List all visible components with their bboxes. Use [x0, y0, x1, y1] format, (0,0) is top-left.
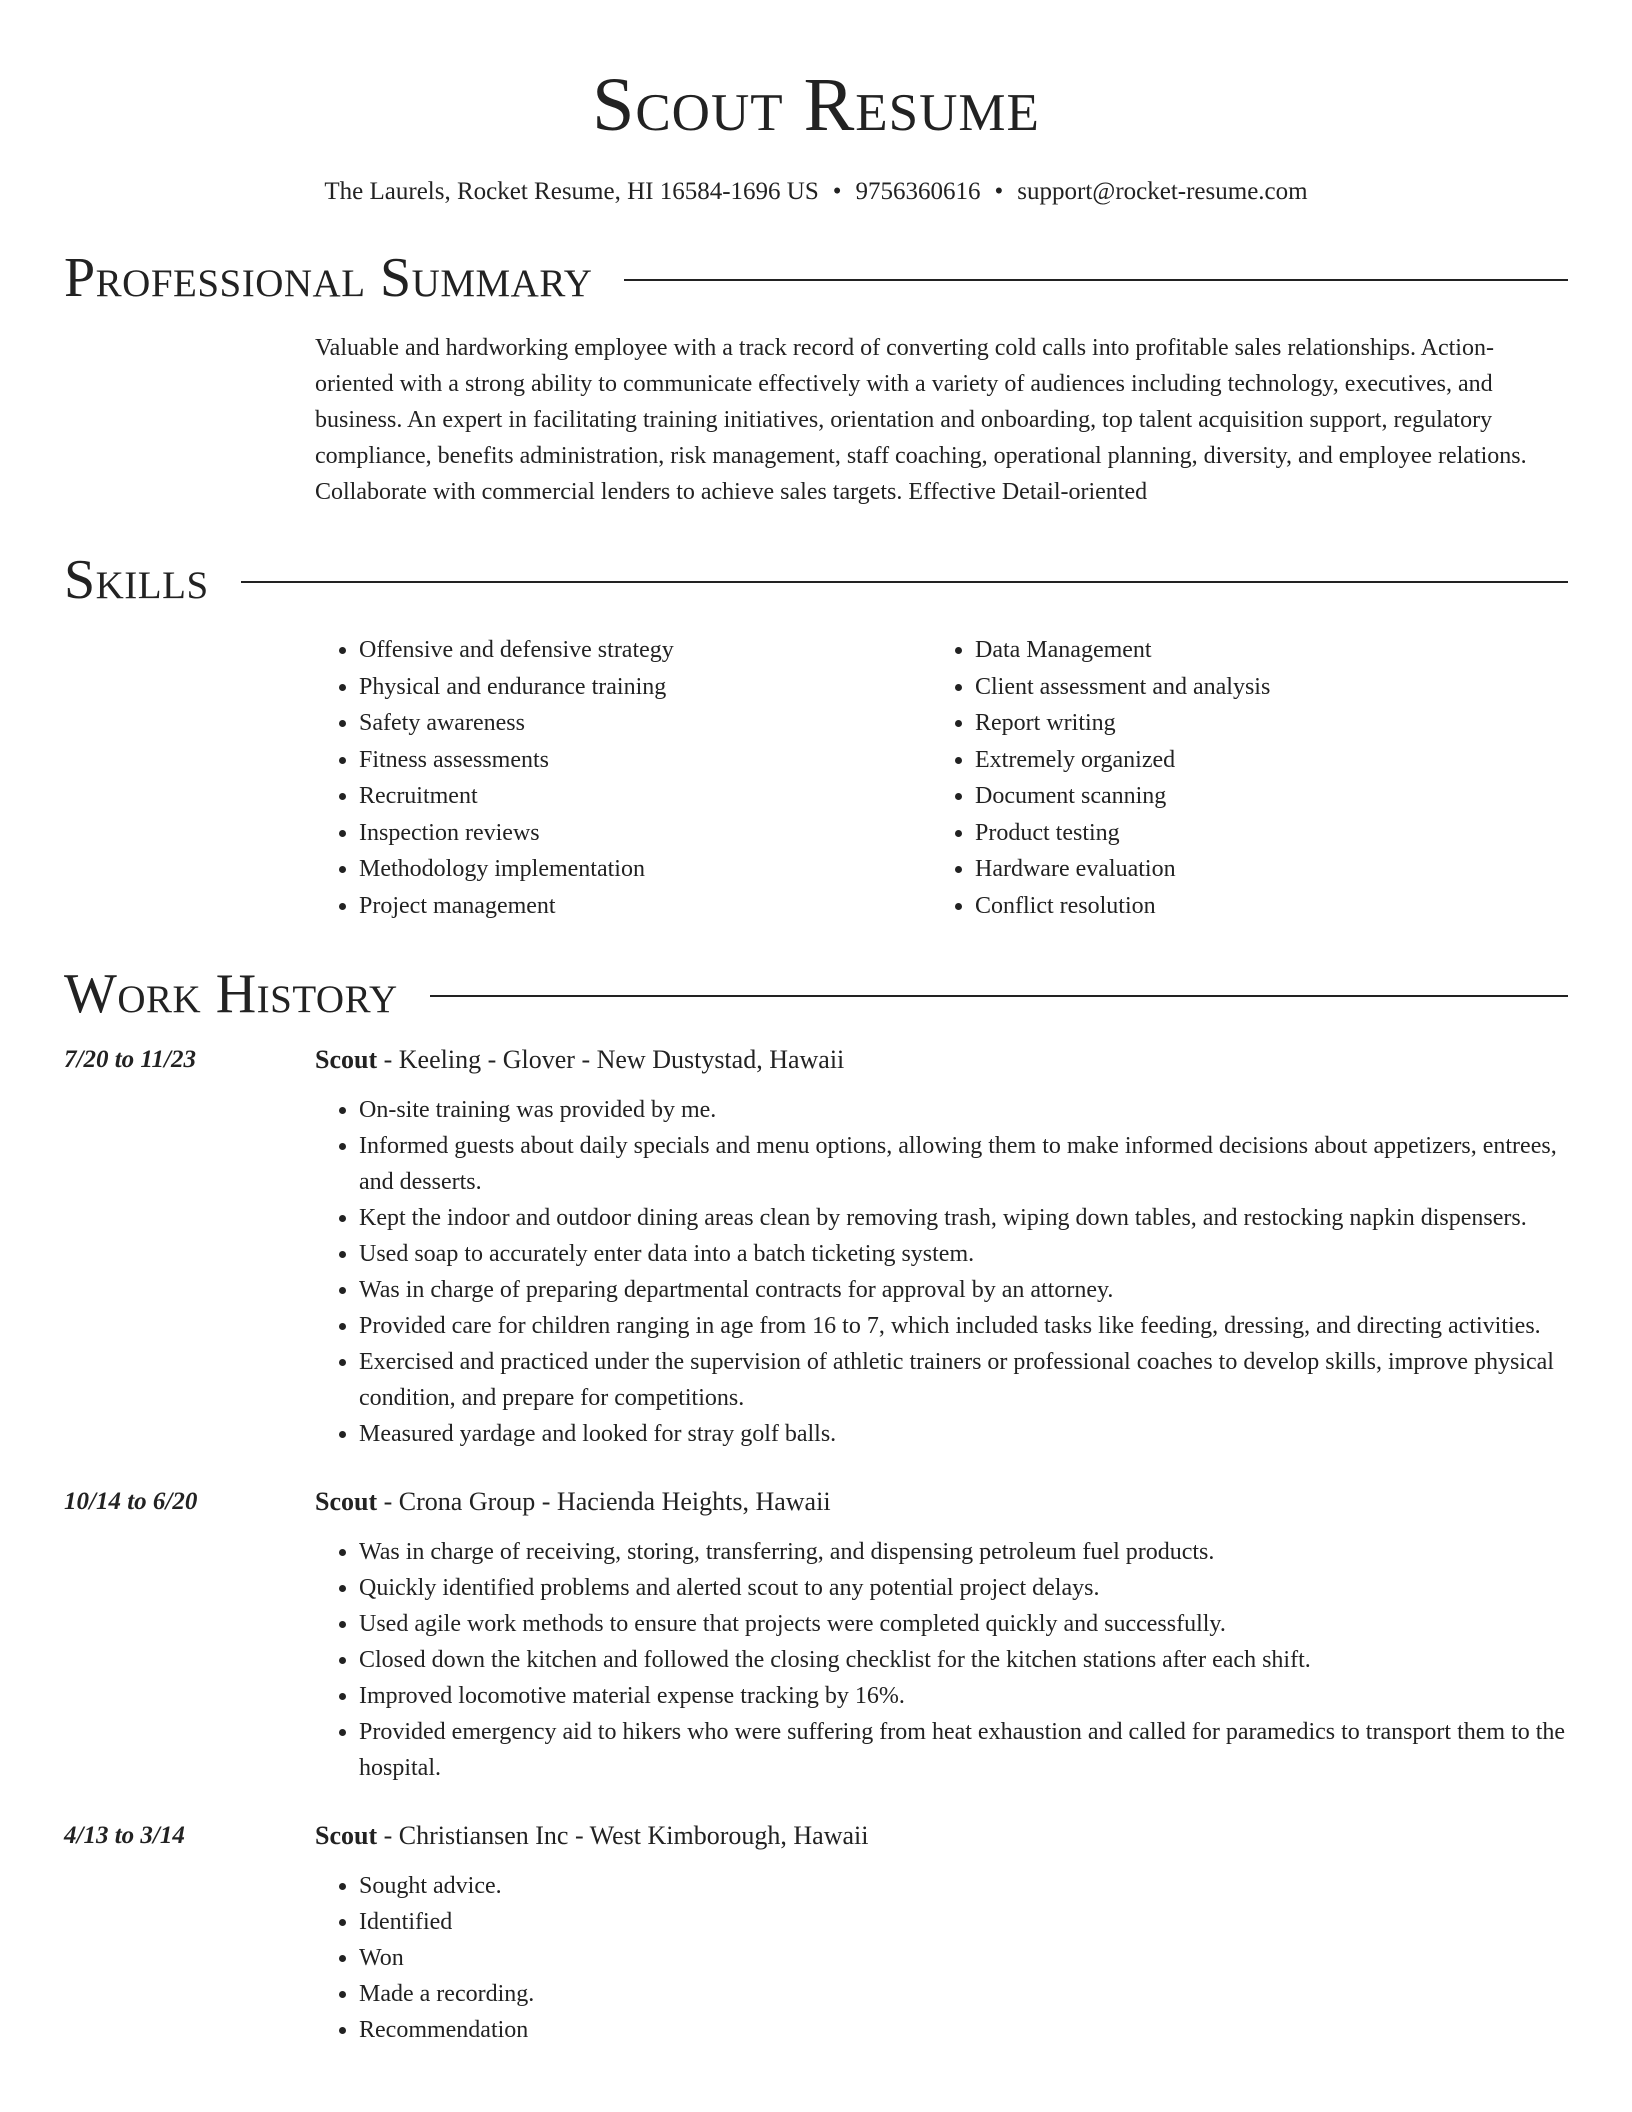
job-employer: - Crona Group - Hacienda Heights, Hawaii — [377, 1487, 831, 1516]
skills-section-header — [64, 548, 1568, 612]
job-bullets — [315, 1092, 1568, 1452]
job-entry — [64, 1042, 1568, 1452]
job-entry — [64, 1818, 1568, 2048]
job-bullet: • Improved locomotive material expense tracking by 16%. — [359, 1678, 1568, 1714]
section-divider — [624, 279, 1568, 281]
job-title — [315, 1818, 1568, 1854]
contact-line — [64, 176, 1568, 208]
skill-item: • Product testing — [975, 815, 1547, 852]
candidate-name: Scout Resume — [592, 63, 1040, 147]
summary-text: Valuable and hardworking employee with a track record of converting cold calls into profitable sales relationships. Action-oriented with a strong ability to communicate effectively with a variety of audiences including technology, executives, and business. An expert in facilitating training initiatives, orientation and onboarding, top talent acquisition support, regulatory compliance, benefits administration, risk management, staff coaching, operational planning, diversity, and employee relations. Collaborate with commercial lenders to achieve sales targets. Effective Detail-oriented — [315, 335, 1527, 505]
skill-item: • Client assessment and analysis — [975, 669, 1547, 706]
job-bullet: • Measured yardage and looked for stray golf balls. — [359, 1416, 1568, 1452]
contact-separator: • — [994, 178, 1004, 205]
job-bullet: • Won — [359, 1940, 1568, 1976]
job-bullet: • Closed down the kitchen and followed the closing checklist for the kitchen stations after each shift. — [359, 1642, 1568, 1678]
skill-item: • Recruitment — [359, 778, 931, 815]
job-bullet: • Was in charge of receiving, storing, transferring, and dispensing petroleum fuel products. — [359, 1534, 1568, 1570]
job-bullet: • On-site training was provided by me. — [359, 1092, 1568, 1128]
skill-item: • Report writing — [975, 705, 1547, 742]
contact-separator: • — [832, 178, 842, 205]
job-title — [315, 1484, 1568, 1520]
skill-item: • Data Management — [975, 632, 1547, 669]
section-divider — [430, 995, 1568, 997]
section-divider — [241, 581, 1568, 583]
contact-phone: 9756360616 — [855, 178, 981, 205]
work-heading: Work History — [64, 963, 398, 1025]
job-bullet: • Made a recording. — [359, 1976, 1568, 2012]
skill-item: • Offensive and defensive strategy — [359, 632, 931, 669]
job-bullet: • Exercised and practiced under the supervision of athletic trainers or professional coaches to develop skills, improve physical condition, and prepare for competitions. — [359, 1344, 1568, 1416]
work-section-header — [64, 962, 1568, 1026]
job-bullet: • Sought advice. — [359, 1868, 1568, 1904]
skill-item: • Safety awareness — [359, 705, 931, 742]
job-employer: - Keeling - Glover - New Dustystad, Hawaii — [377, 1045, 845, 1074]
job-role: Scout — [315, 1821, 378, 1850]
contact-email: support@rocket-resume.com — [1017, 178, 1308, 205]
skill-item: • Project management — [359, 888, 931, 925]
contact-address: The Laurels, Rocket Resume, HI 16584-1696 US — [324, 178, 819, 205]
skill-item: • Document scanning — [975, 778, 1547, 815]
summary-heading: Professional Summary — [64, 247, 593, 309]
job-bullet: • Used agile work methods to ensure that projects were completed quickly and successfully. — [359, 1606, 1568, 1642]
job-dates: 10/14 to 6/20 — [64, 1488, 198, 1515]
skill-item: • Conflict resolution — [975, 888, 1547, 925]
job-bullet: • Recommendation — [359, 2012, 1568, 2048]
skill-item: • Fitness assessments — [359, 742, 931, 779]
skills-columns — [315, 632, 1568, 924]
job-bullet: • Provided care for children ranging in age from 16 to 7, which included tasks like feeding, dressing, and directing activities. — [359, 1308, 1568, 1344]
skills-list-right — [931, 632, 1547, 924]
skill-item: • Physical and endurance training — [359, 669, 931, 706]
skill-item: • Hardware evaluation — [975, 851, 1547, 888]
job-bullets — [315, 1534, 1568, 1786]
skill-item: • Methodology implementation — [359, 851, 931, 888]
skills-heading: Skills — [64, 549, 209, 611]
job-bullet: • Kept the indoor and outdoor dining areas clean by removing trash, wiping down tables, and restocking napkin dispensers. — [359, 1200, 1568, 1236]
job-entry — [64, 1484, 1568, 1786]
resume-page — [64, 0, 1568, 2048]
job-dates: 7/20 to 11/23 — [64, 1046, 196, 1073]
job-title — [315, 1042, 1568, 1078]
job-employer: - Christiansen Inc - West Kimborough, Hawaii — [377, 1821, 869, 1850]
skill-item: • Inspection reviews — [359, 815, 931, 852]
skill-item: • Extremely organized — [975, 742, 1547, 779]
job-bullet: • Provided emergency aid to hikers who were suffering from heat exhaustion and called for paramedics to transport them to the hospital. — [359, 1714, 1568, 1786]
skills-list-left — [315, 632, 931, 924]
summary-section-header — [64, 246, 1568, 310]
job-role: Scout — [315, 1487, 378, 1516]
job-bullet: • Was in charge of preparing departmental contracts for approval by an attorney. — [359, 1272, 1568, 1308]
job-role: Scout — [315, 1045, 378, 1074]
job-bullet: • Identified — [359, 1904, 1568, 1940]
job-body — [315, 1818, 1568, 2048]
job-bullet: • Quickly identified problems and alerted scout to any potential project delays. — [359, 1570, 1568, 1606]
job-body — [315, 1484, 1568, 1786]
job-bullet: • Informed guests about daily specials and menu options, allowing them to make informed decisions about appetizers, entrees, and desserts. — [359, 1128, 1568, 1200]
job-bullet: • Used soap to accurately enter data into a batch ticketing system. — [359, 1236, 1568, 1272]
job-dates: 4/13 to 3/14 — [64, 1822, 185, 1849]
job-bullets — [315, 1868, 1568, 2048]
job-body — [315, 1042, 1568, 1452]
